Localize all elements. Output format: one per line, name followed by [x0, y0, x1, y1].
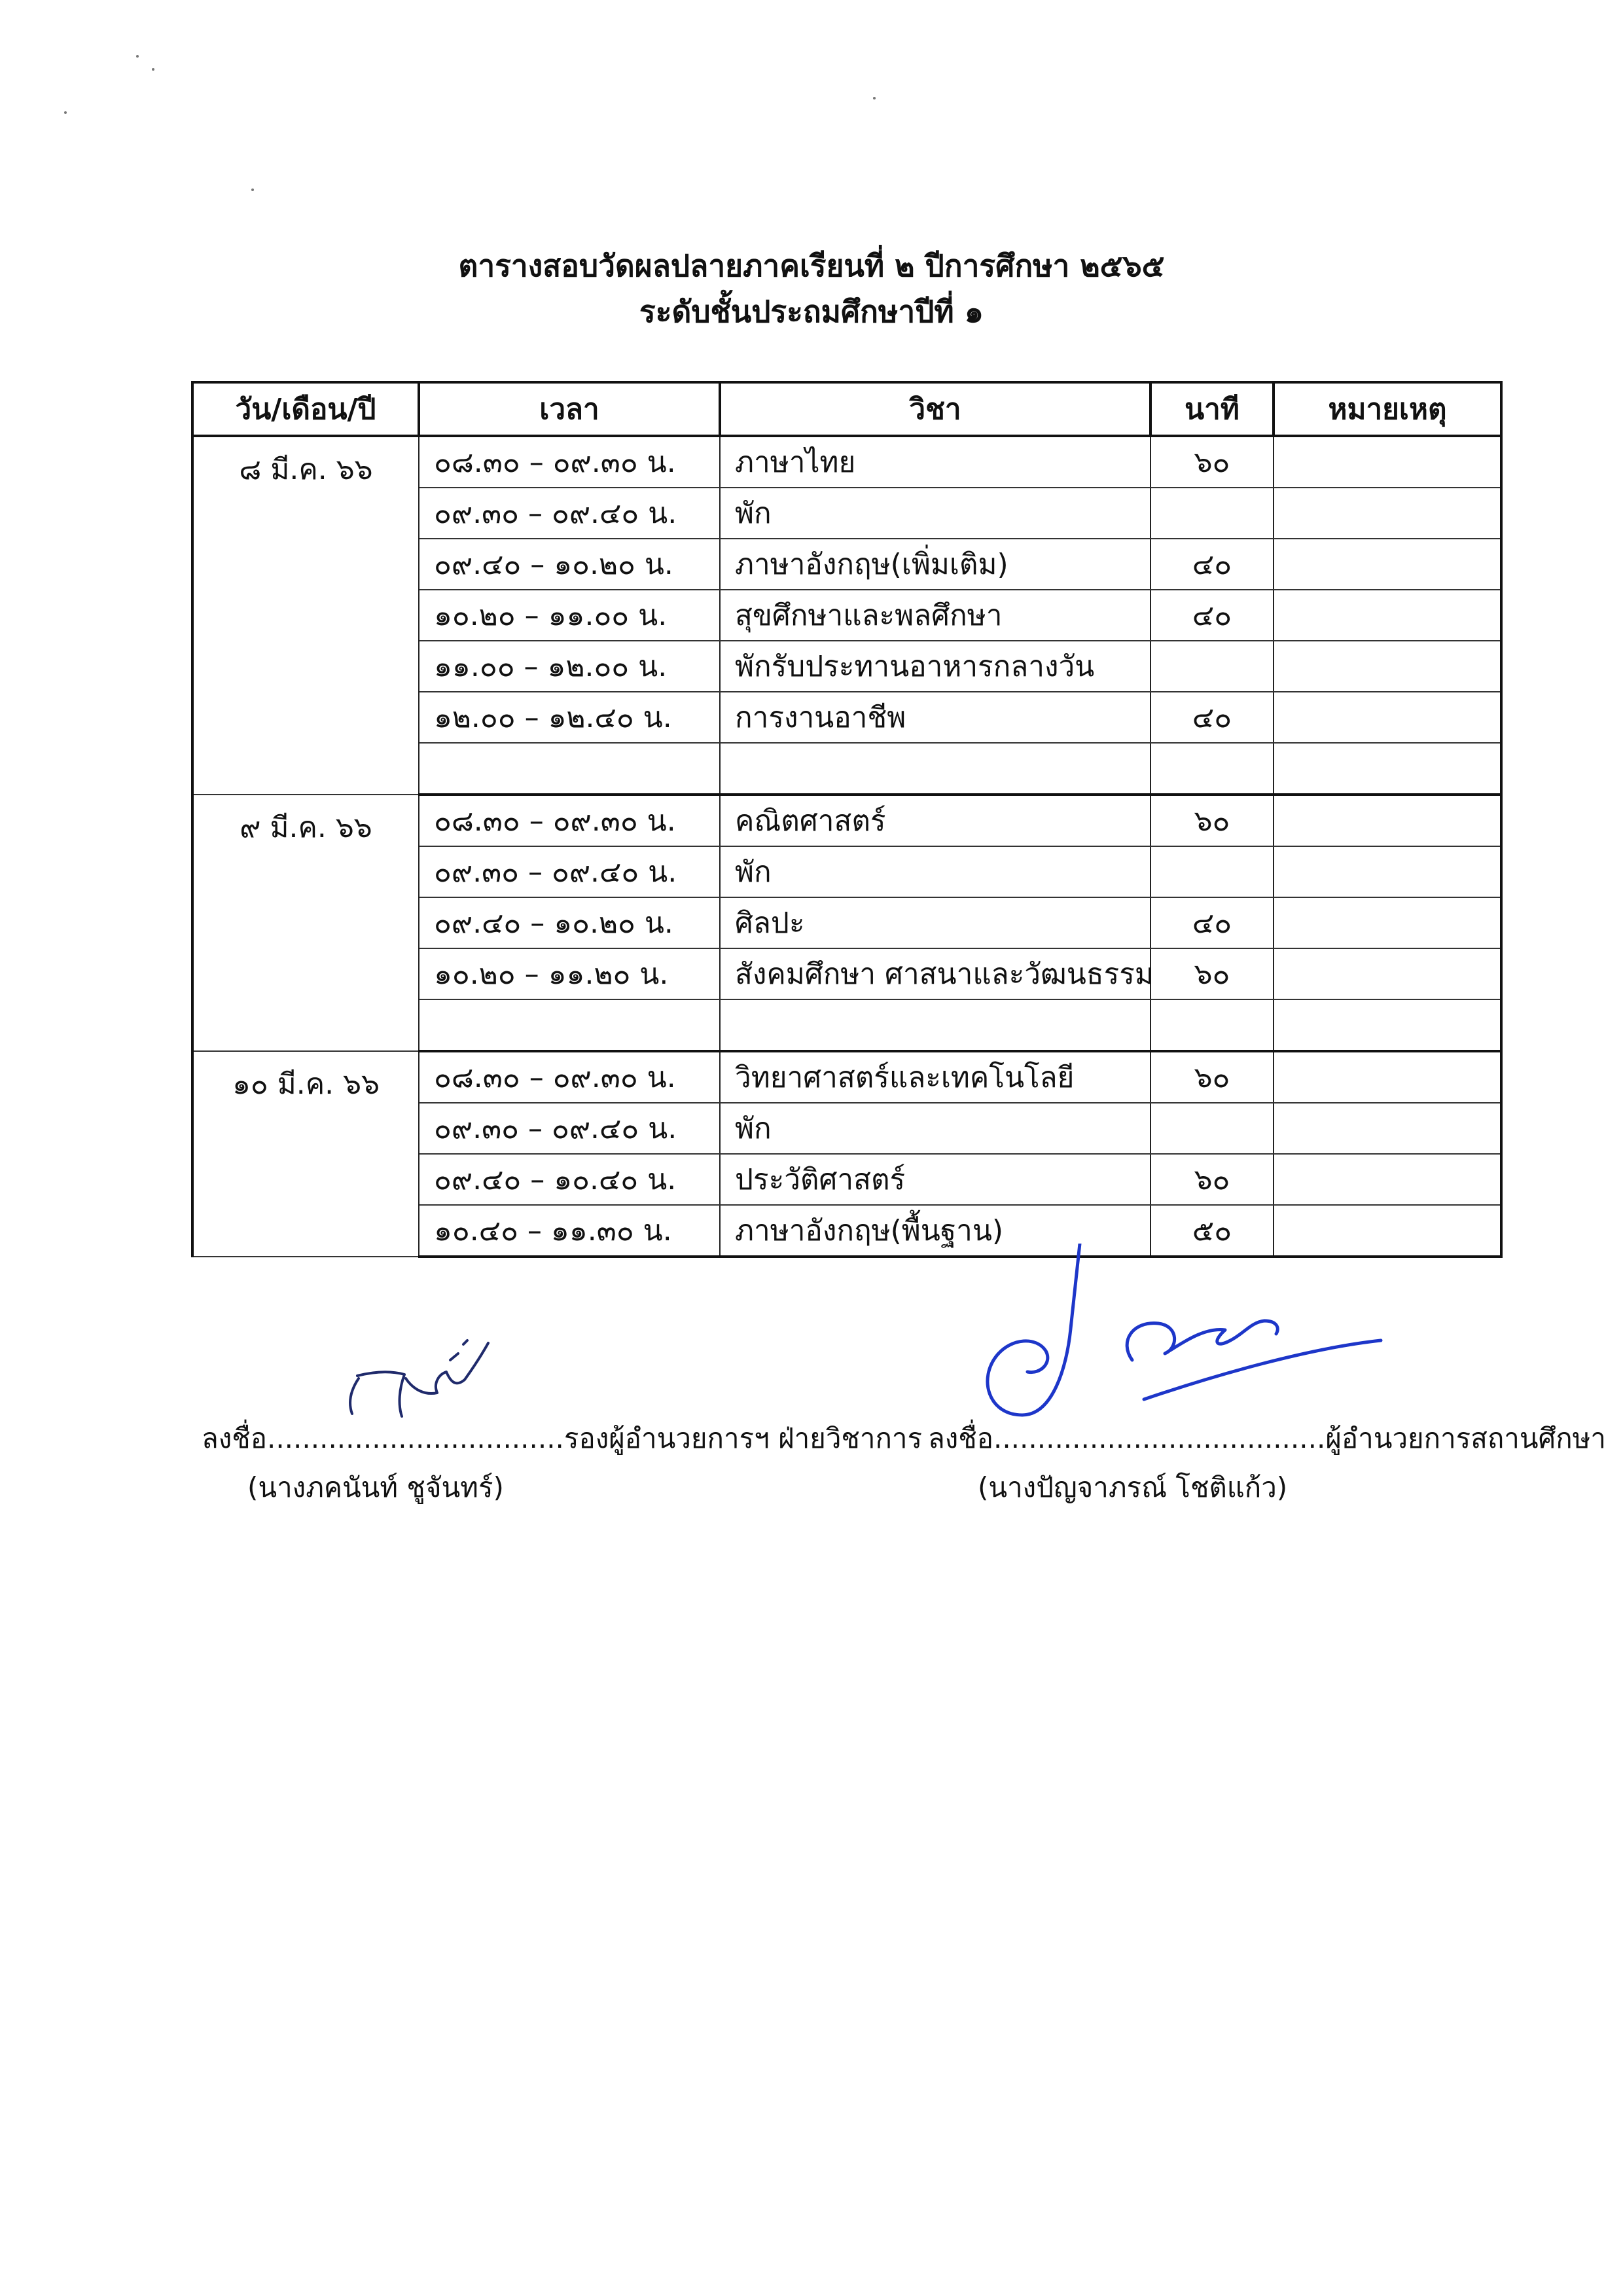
time-cell: ๑๐.๒๐ – ๑๑.๐๐ น.: [419, 590, 720, 641]
minutes-cell: ๕๐: [1150, 1205, 1274, 1257]
table-row: [192, 436, 1501, 488]
time-cell: ๑๐.๔๐ – ๑๑.๓๐ น.: [419, 1205, 720, 1257]
subject-cell: ภาษาไทย: [720, 436, 1150, 488]
table-header-row: [192, 382, 1501, 436]
time-cell: ๐๙.๓๐ – ๐๙.๔๐ น.: [419, 1103, 720, 1154]
time-cell: ๐๙.๓๐ – ๐๙.๔๐ น.: [419, 846, 720, 897]
vice-director-signature: [327, 1316, 497, 1427]
minutes-cell: ๖๐: [1150, 948, 1274, 999]
minutes-cell: ๖๐: [1150, 436, 1274, 488]
scan-speck: [251, 188, 254, 191]
time-cell: ๑๒.๐๐ – ๑๒.๔๐ น.: [419, 692, 720, 743]
minutes-cell: [1150, 999, 1274, 1051]
subject-cell: ภาษาอังกฤษ(พื้นฐาน): [720, 1205, 1150, 1257]
minutes-cell: [1150, 488, 1274, 539]
subject-cell: ศิลปะ: [720, 897, 1150, 948]
time-cell: [419, 999, 720, 1051]
minutes-cell: ๔๐: [1150, 897, 1274, 948]
time-cell: ๐๘.๓๐ – ๐๙.๓๐ น.: [419, 1051, 720, 1103]
time-cell: ๑๑.๐๐ – ๑๒.๐๐ น.: [419, 641, 720, 692]
minutes-cell: ๔๐: [1150, 539, 1274, 590]
exam-date-cell: ๑๐ มี.ค. ๖๖: [192, 1051, 419, 1257]
minutes-cell: ๖๐: [1150, 795, 1274, 846]
vice-director-name: (นางภคนันท์ ชูจันทร์): [247, 1471, 504, 1503]
table-row: [192, 795, 1501, 846]
minutes-cell: ๔๐: [1150, 590, 1274, 641]
minutes-cell: [1150, 846, 1274, 897]
document-subtitle: ระดับชั้นประถมศึกษาปีที่ ๑: [639, 294, 984, 329]
subject-cell: พักรับประทานอาหารกลางวัน: [720, 641, 1150, 692]
subject-cell: พัก: [720, 1103, 1150, 1154]
subject-cell: สุขศึกษาและพลศึกษา: [720, 590, 1150, 641]
exam-date-cell: ๘ มี.ค. ๖๖: [192, 436, 419, 795]
director-signature: [969, 1244, 1387, 1427]
note-cell: [1274, 590, 1501, 641]
time-cell: ๐๙.๔๐ – ๑๐.๔๐ น.: [419, 1154, 720, 1205]
scan-speck: [64, 111, 67, 114]
note-cell: [1274, 743, 1501, 795]
time-cell: ๐๘.๓๐ – ๐๙.๓๐ น.: [419, 436, 720, 488]
sign-dots: ......................................: [993, 1422, 1326, 1454]
subject-cell: คณิตศาสตร์: [720, 795, 1150, 846]
subject-cell: ภาษาอังกฤษ(เพิ่มเติม): [720, 539, 1150, 590]
note-cell: [1274, 897, 1501, 948]
exam-date-cell: ๙ มี.ค. ๖๖: [192, 795, 419, 1051]
scan-speck: [136, 55, 139, 58]
director-name: (นางปัญจาภรณ์ โชติแก้ว): [978, 1471, 1288, 1503]
table-row: [192, 1051, 1501, 1103]
exam-schedule-table: [191, 381, 1503, 1258]
note-cell: [1274, 539, 1501, 590]
sign-prefix: ลงชื่อ: [928, 1422, 993, 1454]
time-cell: ๐๙.๔๐ – ๑๐.๒๐ น.: [419, 539, 720, 590]
header-subject: วิชา: [720, 382, 1150, 436]
time-cell: ๑๐.๒๐ – ๑๑.๒๐ น.: [419, 948, 720, 999]
vice-director-sign-line: [202, 1417, 922, 1460]
time-cell: ๐๙.๓๐ – ๐๙.๔๐ น.: [419, 488, 720, 539]
subject-cell: พัก: [720, 488, 1150, 539]
sign-prefix: ลงชื่อ: [202, 1422, 267, 1454]
note-cell: [1274, 692, 1501, 743]
time-cell: ๐๙.๔๐ – ๑๐.๒๐ น.: [419, 897, 720, 948]
note-cell: [1274, 488, 1501, 539]
subject-cell: พัก: [720, 846, 1150, 897]
director-sign-line: [928, 1417, 1606, 1460]
document-title: ตารางสอบวัดผลปลายภาคเรียนที่ ๒ ปีการศึกษา ๒๕๖๕: [458, 248, 1165, 283]
subject-cell: สังคมศึกษา ศาสนาและวัฒนธรรม: [720, 948, 1150, 999]
time-cell: ๐๘.๓๐ – ๐๙.๓๐ น.: [419, 795, 720, 846]
note-cell: [1274, 795, 1501, 846]
subject-cell: ประวัติศาสตร์: [720, 1154, 1150, 1205]
minutes-cell: [1150, 641, 1274, 692]
note-cell: [1274, 1154, 1501, 1205]
subject-cell: [720, 999, 1150, 1051]
director-position: ผู้อำนวยการสถานศึกษา: [1325, 1422, 1606, 1454]
note-cell: [1274, 846, 1501, 897]
minutes-cell: ๖๐: [1150, 1051, 1274, 1103]
table-body: [192, 436, 1501, 1257]
vice-director-position: รองผู้อำนวยการฯ ฝ่ายวิชาการ: [563, 1422, 923, 1454]
header-minutes: นาที: [1150, 382, 1274, 436]
minutes-cell: ๖๐: [1150, 1154, 1274, 1205]
header-note: หมายเหตุ: [1274, 382, 1501, 436]
header-time: เวลา: [419, 382, 720, 436]
scan-speck: [152, 68, 154, 71]
note-cell: [1274, 436, 1501, 488]
subject-cell: วิทยาศาสตร์และเทคโนโลยี: [720, 1051, 1150, 1103]
minutes-cell: [1150, 743, 1274, 795]
header-date: วัน/เดือน/ปี: [192, 382, 419, 436]
subject-cell: [720, 743, 1150, 795]
note-cell: [1274, 1051, 1501, 1103]
minutes-cell: [1150, 1103, 1274, 1154]
subject-cell: การงานอาชีพ: [720, 692, 1150, 743]
time-cell: [419, 743, 720, 795]
scan-speck: [873, 97, 876, 99]
note-cell: [1274, 999, 1501, 1051]
minutes-cell: ๔๐: [1150, 692, 1274, 743]
note-cell: [1274, 1103, 1501, 1154]
note-cell: [1274, 948, 1501, 999]
sign-dots: ..................................: [266, 1422, 564, 1454]
note-cell: [1274, 641, 1501, 692]
